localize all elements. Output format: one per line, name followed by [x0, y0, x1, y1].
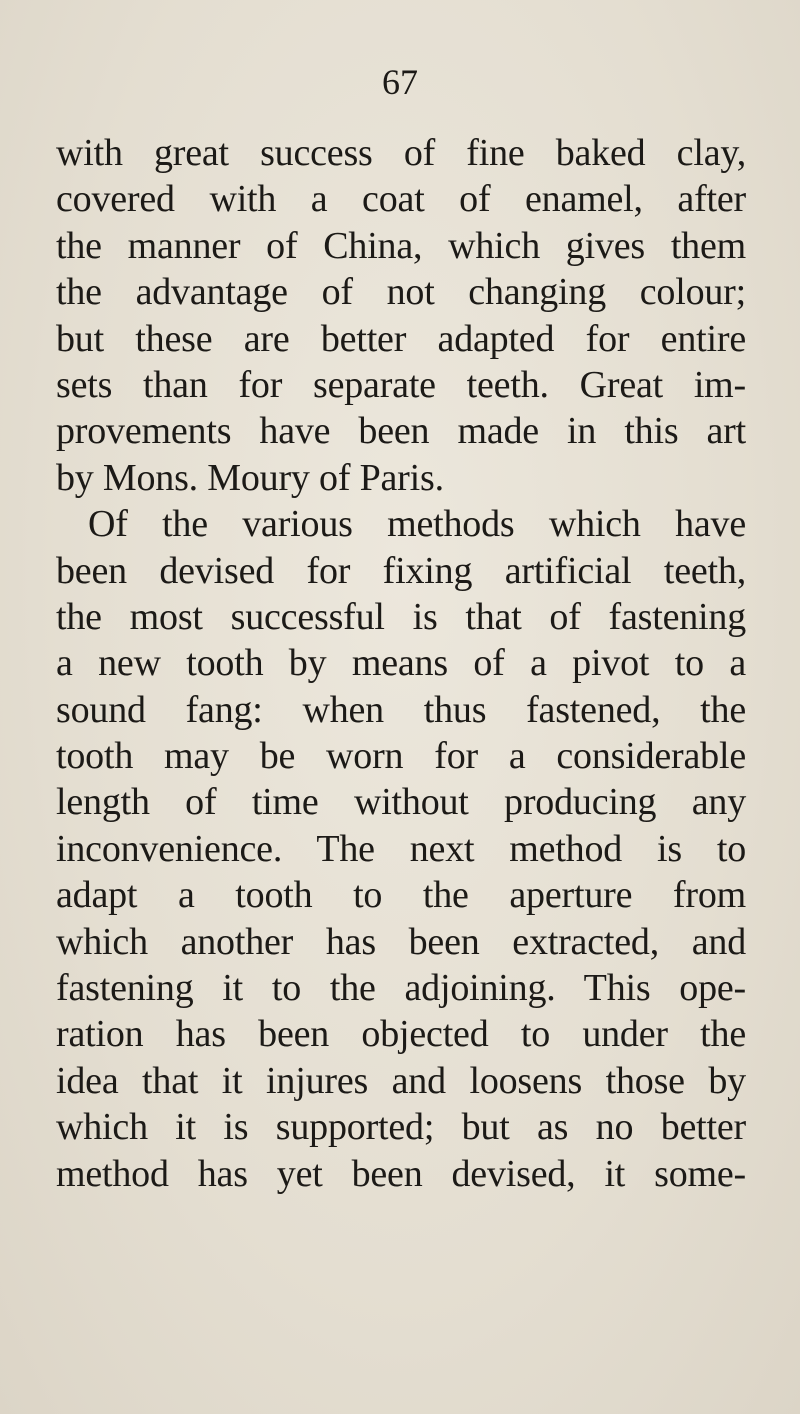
text-line: with great success of fine baked clay,	[56, 132, 746, 174]
text-line: sets than for separate teeth. Great im-	[56, 363, 746, 406]
text-line: the most successful is that of fastening	[56, 595, 746, 638]
text-line: inconvenience. The next method is to	[56, 827, 746, 870]
text-line: adapt a tooth to the aperture from	[56, 874, 746, 917]
text-line: tooth may be worn for a considerable	[56, 735, 746, 778]
text-line: Of the various methods which have	[88, 503, 746, 546]
text-line: provements have been made in this art	[56, 410, 746, 453]
text-line: sound fang: when thus fastened, the	[56, 688, 746, 731]
text-line: but these are better adapted for entire	[56, 317, 746, 360]
text-line: method has yet been devised, it some-	[56, 1152, 746, 1195]
body-text	[56, 130, 746, 1197]
text-line: the advantage of not changing colour;	[56, 271, 746, 314]
text-line: which it is supported; but as no better	[56, 1106, 746, 1149]
page-number: 67	[382, 62, 418, 102]
text-line: fastening it to the adjoining. This ope-	[56, 967, 746, 1010]
text-line: length of time without producing any	[56, 781, 746, 824]
text-line: by Mons. Moury of Paris.	[56, 456, 444, 499]
text-line: which another has been extracted, and	[56, 920, 746, 963]
text-line: covered with a coat of enamel, after	[56, 178, 746, 221]
text-line: a new tooth by means of a pivot to a	[56, 642, 746, 685]
text-line: idea that it injures and loosens those by	[56, 1059, 746, 1102]
text-line: ration has been objected to under the	[56, 1013, 746, 1056]
text-line: the manner of China, which gives them	[56, 224, 746, 267]
text-line: been devised for fixing artificial teeth,	[56, 549, 746, 592]
